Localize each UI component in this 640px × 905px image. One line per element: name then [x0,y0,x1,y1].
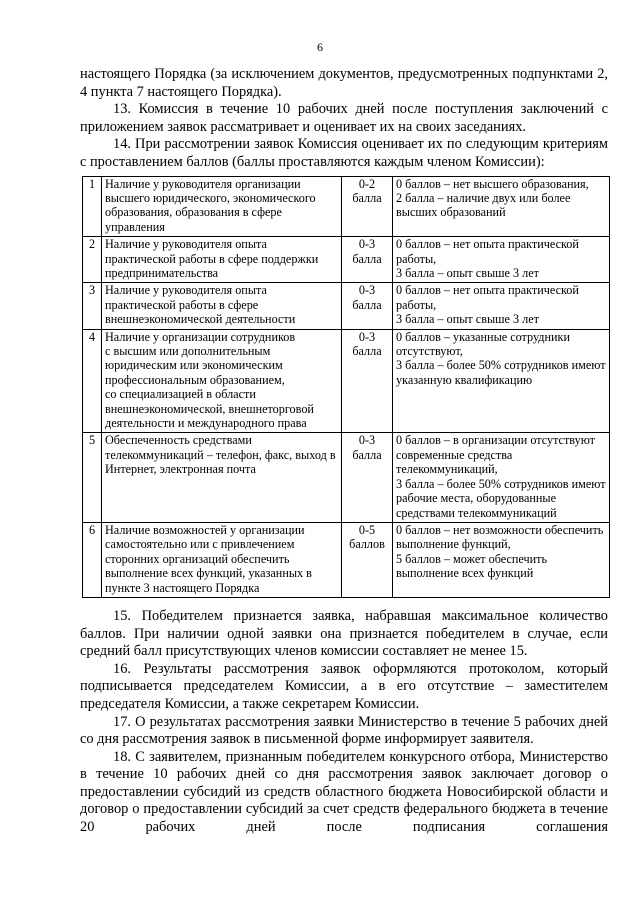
criteria-description: 0 баллов – в организации отсутствуют современные средства телекоммуникаций, 3 балла – более 50% сотрудников имеют рабочие места, оборудованные средствами телекоммуникаций [393,433,610,522]
criteria-description: 0 баллов – нет возможности обеспечить выполнение функций, 5 баллов – может обеспечить выполнение всех функций [393,522,610,597]
criteria-number: 1 [83,176,102,237]
criteria-criterion: Обеспеченность средствами телекоммуникаций – телефон, факс, выход в Интернет, электронная почта [102,433,342,522]
criteria-points: 0-3 балла [342,283,393,329]
paragraph-13: 13. Комиссия в течение 10 рабочих дней после поступления заключений с приложением заявок рассматривает и оценивает их на своих заседаниях. [80,101,608,135]
criteria-description: 0 баллов – нет опыта практической работы, 3 балла – опыт свыше 3 лет [393,237,610,283]
page-number: 6 [317,40,323,54]
paragraph-17: 17. О результатах рассмотрения заявки Министерство в течение 5 рабочих дней со дня рассмотрения заявок в письменной форме информирует заявителя. [80,713,608,748]
criteria-number: 5 [83,433,102,522]
criteria-points: 0-3 балла [342,433,393,522]
criteria-row [83,176,610,237]
criteria-description: 0 баллов – нет высшего образования, 2 балла – наличие двух или более высших образований [393,176,610,237]
criteria-criterion: Наличие возможностей у организации самостоятельно или с привлечением сторонних организаций обеспечить выполнение всех функций, указанных в пункте 3 настоящего Порядка [102,522,342,597]
criteria-description: 0 баллов – указанные сотрудники отсутствуют, 3 балла – более 50% сотрудников имеют указанную квалификацию [393,329,610,433]
criteria-points: 0-3 балла [342,329,393,433]
criteria-row [83,283,610,329]
paragraph-intro: настоящего Порядка (за исключением документов, предусмотренных подпунктами 2, 4 пункта 7 настоящего Порядка). [80,66,608,100]
criteria-number: 3 [83,283,102,329]
paragraph-15: 15. Победителем признается заявка, набравшая максимальное количество баллов. При наличии одной заявки она признается победителем в случае, если средний балл присутствующих членов комиссии составляет не менее 15. [80,607,608,660]
paragraph-16: 16. Результаты рассмотрения заявок оформляются протоколом, который подписывается председателем Комиссии, а в его отсутствие – заместителем председателя Комиссии, а также секретарем Комиссии. [80,660,608,712]
criteria-points: 0-5 баллов [342,522,393,597]
criteria-row [83,329,610,433]
criteria-row [83,433,610,522]
criteria-criterion: Наличие у руководителя опыта практической работы в сфере внешнеэкономической деятельности [102,283,342,329]
criteria-description: 0 баллов – нет опыта практической работы, 3 балла – опыт свыше 3 лет [393,283,610,329]
criteria-criterion: Наличие у организации сотрудников с высшим или дополнительным юридическим или экономическим профессиональным образованием, со специализацией в области внешнеэкономической, внешнеторговой деятельности и международного права [102,329,342,433]
criteria-row [83,522,610,597]
criteria-number: 6 [83,522,102,597]
criteria-number: 4 [83,329,102,433]
criteria-criterion: Наличие у руководителя опыта практической работы в сфере поддержки предпринимательства [102,237,342,283]
criteria-row [83,237,610,283]
paragraph-18: 18. С заявителем, признанным победителем конкурсного отбора, Министерство в течение 10 рабочих дней со дня рассмотрения заявок заключает договор о предоставлении субсидий из средств областного бюджета Новосибирской области и договор о предоставлении субсидий за счет средств федерального бюджета в течение 20 рабочих дней после подписания соглашения [80,748,608,836]
criteria-criterion: Наличие у руководителя организации высшего юридического, экономического образования, образования в сфере управления [102,176,342,237]
criteria-points: 0-2 балла [342,176,393,237]
criteria-points: 0-3 балла [342,237,393,283]
paragraph-14: 14. При рассмотрении заявок Комиссия оценивает их по следующим критериям с проставлением баллов (баллы проставляются каждым членом Комиссии): [80,136,608,170]
document-body [80,66,608,837]
criteria-table [82,176,610,598]
criteria-number: 2 [83,237,102,283]
